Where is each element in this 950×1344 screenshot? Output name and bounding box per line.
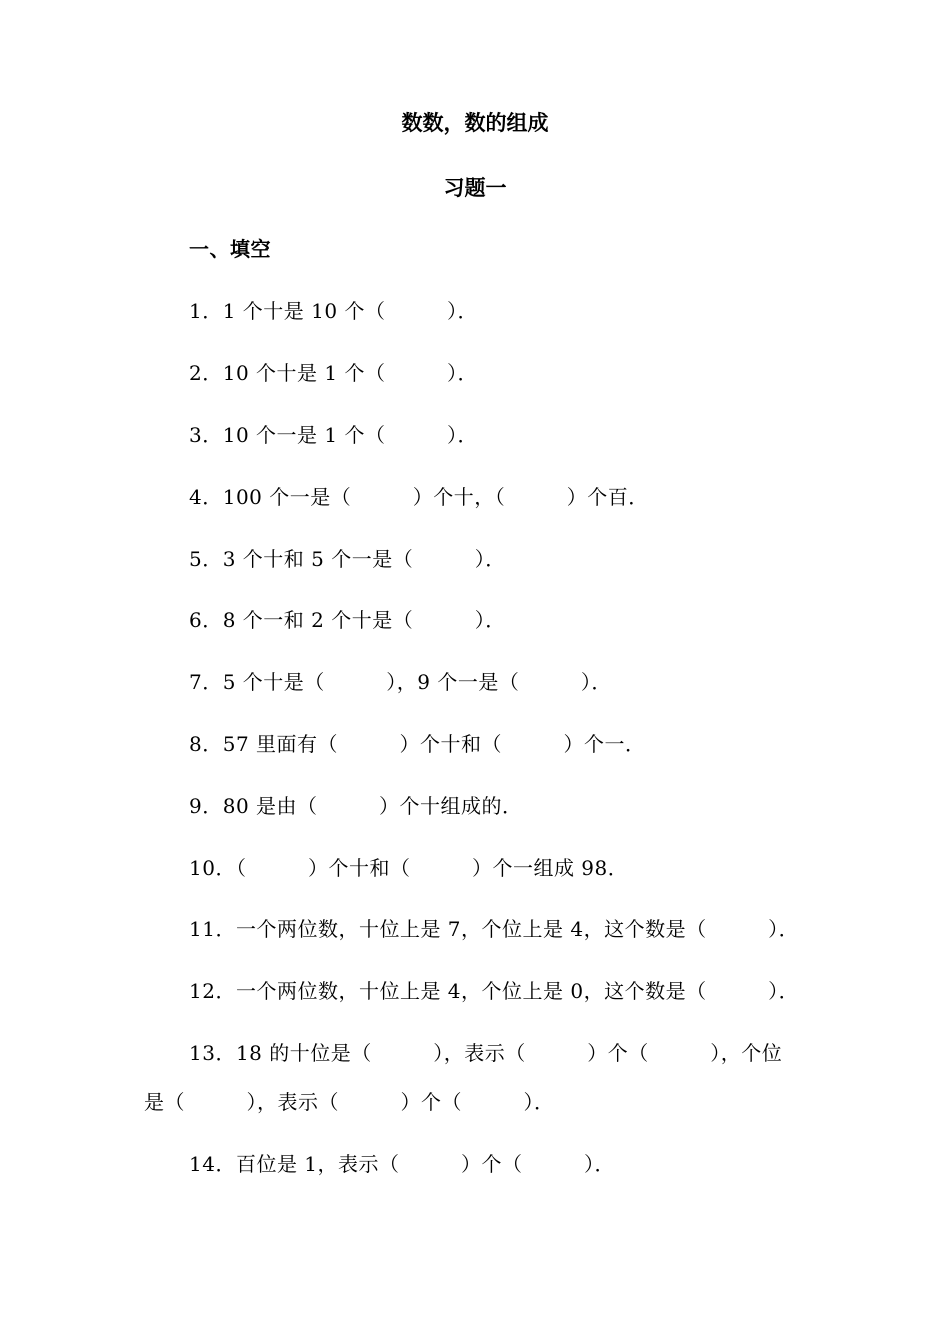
- question-14: 14．百位是 1，表示（ ）个（ ）．: [189, 1152, 616, 1176]
- question-9: 9．80 是由（ ）个十组成的．: [189, 794, 523, 818]
- question-1: 1．1 个十是 10 个（ ）．: [189, 299, 478, 323]
- question-4: 4．100 个一是（ ）个十，（ ）个百．: [189, 485, 649, 509]
- question-2: 2．10 个十是 1 个（ ）．: [189, 361, 478, 385]
- question-12: 12．一个两位数，十位上是 4，个位上是 0，这个数是（ ）．: [189, 979, 800, 1003]
- question-13-continued: 是（ ），表示（ ）个（ ）．: [144, 1090, 555, 1114]
- question-6: 6．8 个一和 2 个十是（ ）．: [189, 608, 506, 632]
- page-title: 数数，数的组成: [401, 110, 549, 135]
- page-subtitle: 习题一: [443, 175, 507, 200]
- question-3: 3．10 个一是 1 个（ ）．: [189, 423, 478, 447]
- question-8: 8．57 里面有（ ）个十和（ ）个一．: [189, 732, 646, 756]
- section-heading: 一、填空: [189, 237, 271, 261]
- question-5: 5．3 个十和 5 个一是（ ）．: [189, 547, 506, 571]
- question-7: 7．5 个十是（ ），9 个一是（ ）．: [189, 670, 612, 694]
- question-11: 11．一个两位数，十位上是 7，个位上是 4，这个数是（ ）．: [189, 917, 800, 941]
- question-13: 13．18 的十位是（ ），表示（ ）个（ ），个位: [189, 1041, 783, 1065]
- question-10: 10．（ ）个十和（ ）个一组成 98．: [189, 856, 629, 880]
